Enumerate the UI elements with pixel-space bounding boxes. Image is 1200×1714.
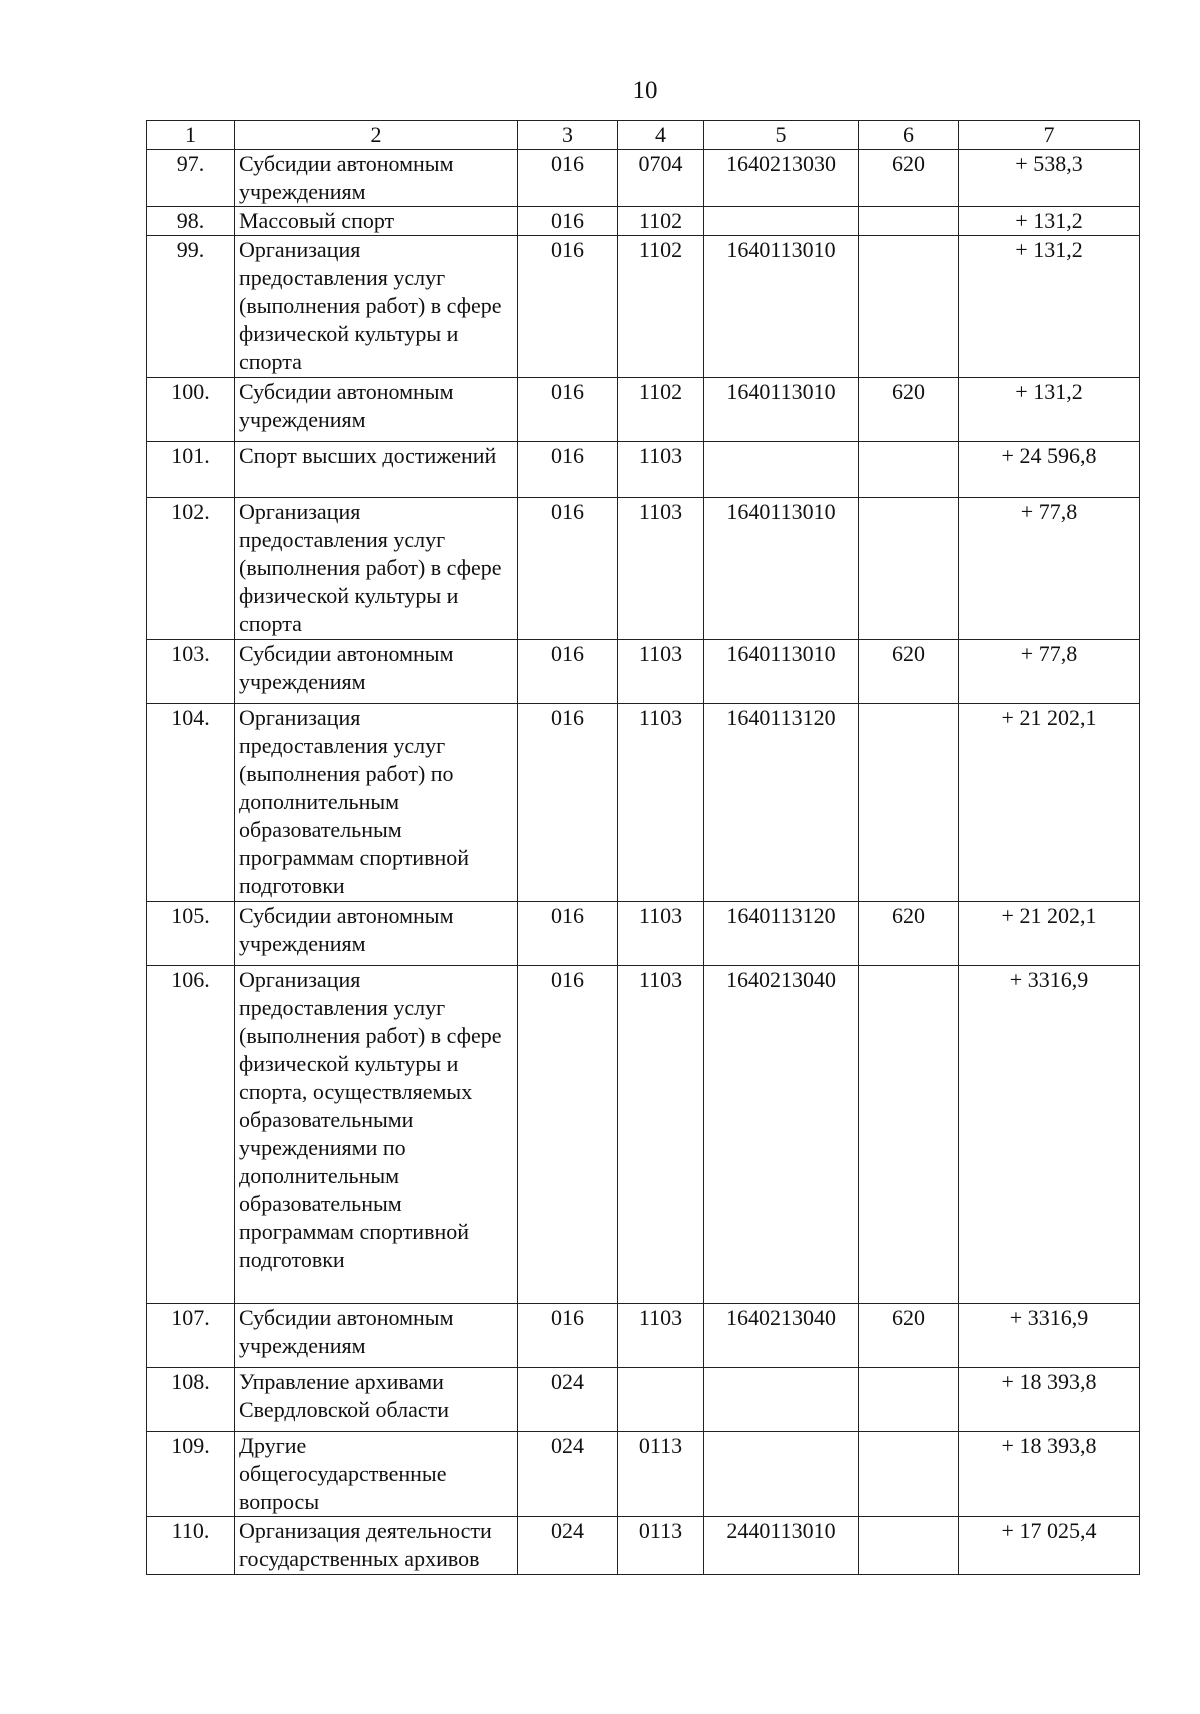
row-amount: + 77,8 — [959, 640, 1140, 704]
table-row — [147, 498, 1140, 640]
row-number: 106. — [147, 966, 235, 1304]
row-target-code — [704, 207, 859, 236]
table-row — [147, 207, 1140, 236]
row-admin-code: 016 — [518, 640, 618, 704]
row-number: 110. — [147, 1517, 235, 1575]
row-expense-type — [859, 236, 959, 378]
table-row — [147, 1304, 1140, 1368]
table-header — [147, 121, 1140, 150]
row-section-code: 1102 — [618, 207, 704, 236]
row-name: Организация предоставления услуг (выполнения работ) в сфере физической культуры и спорта — [235, 236, 518, 378]
row-expense-type — [859, 442, 959, 498]
row-number: 104. — [147, 704, 235, 902]
row-expense-type — [859, 498, 959, 640]
row-amount: + 21 202,1 — [959, 902, 1140, 966]
table-row — [147, 150, 1140, 207]
row-section-code: 1103 — [618, 1304, 704, 1368]
row-amount: + 17 025,4 — [959, 1517, 1140, 1575]
row-target-code: 1640113120 — [704, 902, 859, 966]
row-section-code: 1103 — [618, 442, 704, 498]
row-section-code — [618, 1368, 704, 1432]
header-row — [147, 121, 1140, 150]
row-expense-type: 620 — [859, 378, 959, 442]
row-target-code: 1640213030 — [704, 150, 859, 207]
row-admin-code: 016 — [518, 902, 618, 966]
row-admin-code: 016 — [518, 704, 618, 902]
row-admin-code: 024 — [518, 1432, 618, 1517]
row-expense-type — [859, 704, 959, 902]
row-section-code: 1103 — [618, 498, 704, 640]
row-number: 100. — [147, 378, 235, 442]
row-target-code: 2440113010 — [704, 1517, 859, 1575]
row-section-code: 1102 — [618, 378, 704, 442]
header-col-5: 5 — [704, 121, 859, 150]
row-target-code — [704, 442, 859, 498]
row-amount: + 18 393,8 — [959, 1368, 1140, 1432]
table-row — [147, 640, 1140, 704]
row-admin-code: 024 — [518, 1517, 618, 1575]
table-row — [147, 378, 1140, 442]
row-admin-code: 016 — [518, 236, 618, 378]
row-target-code: 1640113010 — [704, 498, 859, 640]
row-name: Другие общегосударственные вопросы — [235, 1432, 518, 1517]
row-section-code: 0113 — [618, 1517, 704, 1575]
table-row — [147, 1517, 1140, 1575]
row-name: Организация предоставления услуг (выполнения работ) в сфере физической культуры и спорта — [235, 498, 518, 640]
row-amount: + 24 596,8 — [959, 442, 1140, 498]
header-col-7: 7 — [959, 121, 1140, 150]
row-name: Субсидии автономным учреждениям — [235, 150, 518, 207]
row-amount: + 538,3 — [959, 150, 1140, 207]
row-amount: + 18 393,8 — [959, 1432, 1140, 1517]
row-target-code: 1640113010 — [704, 236, 859, 378]
row-number: 97. — [147, 150, 235, 207]
row-admin-code: 016 — [518, 442, 618, 498]
row-section-code: 1103 — [618, 704, 704, 902]
row-admin-code: 016 — [518, 1304, 618, 1368]
row-name: Субсидии автономным учреждениям — [235, 378, 518, 442]
row-expense-type — [859, 207, 959, 236]
row-name: Организация деятельности государственных архивов — [235, 1517, 518, 1575]
row-expense-type: 620 — [859, 902, 959, 966]
row-target-code: 1640213040 — [704, 966, 859, 1304]
row-target-code — [704, 1432, 859, 1517]
table-row — [147, 1432, 1140, 1517]
row-name: Субсидии автономным учреждениям — [235, 640, 518, 704]
header-col-2: 2 — [235, 121, 518, 150]
row-expense-type: 620 — [859, 150, 959, 207]
row-number: 109. — [147, 1432, 235, 1517]
table-row — [147, 966, 1140, 1304]
row-target-code: 1640113010 — [704, 640, 859, 704]
table-row — [147, 1368, 1140, 1432]
row-number: 99. — [147, 236, 235, 378]
row-number: 98. — [147, 207, 235, 236]
table-row — [147, 442, 1140, 498]
row-name: Субсидии автономным учреждениям — [235, 902, 518, 966]
row-amount: + 21 202,1 — [959, 704, 1140, 902]
row-number: 103. — [147, 640, 235, 704]
row-amount: + 3316,9 — [959, 1304, 1140, 1368]
header-col-4: 4 — [618, 121, 704, 150]
row-admin-code: 016 — [518, 150, 618, 207]
header-col-6: 6 — [859, 121, 959, 150]
table-body — [147, 150, 1140, 1575]
row-amount: + 131,2 — [959, 207, 1140, 236]
page-number: 10 — [632, 77, 658, 104]
row-number: 102. — [147, 498, 235, 640]
row-section-code: 1102 — [618, 236, 704, 378]
row-section-code: 0113 — [618, 1432, 704, 1517]
row-amount: + 131,2 — [959, 378, 1140, 442]
row-admin-code: 016 — [518, 966, 618, 1304]
row-number: 105. — [147, 902, 235, 966]
row-admin-code: 016 — [518, 378, 618, 442]
row-name: Организация предоставления услуг (выполнения работ) в сфере физической культуры и спорта, осуществляемых образовательными учреждениями по дополнительным образовательным программам спортивной подготовки — [235, 966, 518, 1304]
row-expense-type — [859, 1368, 959, 1432]
budget-table — [146, 120, 1140, 1575]
row-section-code: 1103 — [618, 640, 704, 704]
row-name: Организация предоставления услуг (выполнения работ) по дополнительным образовательным программам спортивной подготовки — [235, 704, 518, 902]
table-row — [147, 236, 1140, 378]
row-name: Спорт высших достижений — [235, 442, 518, 498]
row-amount: + 77,8 — [959, 498, 1140, 640]
table-row — [147, 902, 1140, 966]
row-expense-type — [859, 1432, 959, 1517]
row-name: Управление архивами Свердловской области — [235, 1368, 518, 1432]
table-row — [147, 704, 1140, 902]
header-col-3: 3 — [518, 121, 618, 150]
row-target-code — [704, 1368, 859, 1432]
row-amount: + 131,2 — [959, 236, 1140, 378]
row-expense-type — [859, 966, 959, 1304]
row-section-code: 0704 — [618, 150, 704, 207]
row-expense-type: 620 — [859, 1304, 959, 1368]
row-admin-code: 016 — [518, 207, 618, 236]
row-expense-type — [859, 1517, 959, 1575]
row-admin-code: 024 — [518, 1368, 618, 1432]
row-expense-type: 620 — [859, 640, 959, 704]
row-admin-code: 016 — [518, 498, 618, 640]
row-name: Субсидии автономным учреждениям — [235, 1304, 518, 1368]
header-col-1: 1 — [147, 121, 235, 150]
row-number: 108. — [147, 1368, 235, 1432]
row-target-code: 1640113120 — [704, 704, 859, 902]
row-number: 101. — [147, 442, 235, 498]
row-number: 107. — [147, 1304, 235, 1368]
row-section-code: 1103 — [618, 902, 704, 966]
row-section-code: 1103 — [618, 966, 704, 1304]
row-name: Массовый спорт — [235, 207, 518, 236]
row-target-code: 1640113010 — [704, 378, 859, 442]
row-amount: + 3316,9 — [959, 966, 1140, 1304]
row-target-code: 1640213040 — [704, 1304, 859, 1368]
